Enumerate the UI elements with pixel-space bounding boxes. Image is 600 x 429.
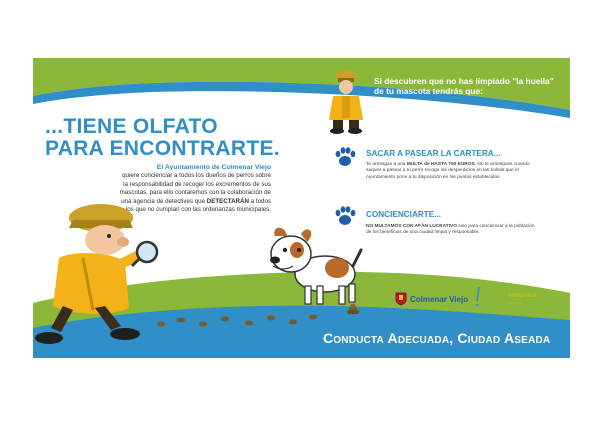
section-text-post: No te arriesgues cuando saques a pasear a tu perro recoge los desperdicios en las bolsas que el Ayuntamiento pone a tu disposición en los puntos establecidos. <box>366 162 530 180</box>
partner-logo-sub: servicios <box>508 301 522 305</box>
intro-body2: a todos los que no cumplan con las ordenanzas municipales. <box>125 197 271 214</box>
section-text-pre: Te arriesgas a una <box>366 162 406 167</box>
section-text-wallet <box>366 162 541 181</box>
section-title-wallet: SACAR A PASEAR LA CARTERA... <box>366 149 501 158</box>
dog-character <box>261 222 365 312</box>
paw-icon <box>334 146 356 168</box>
headline <box>45 116 280 160</box>
dog-dropping-icon <box>346 302 360 314</box>
campaign-banner <box>33 58 570 358</box>
section-text-bold: MULTA de HASTA 750 EUROS. <box>406 162 477 167</box>
headline-line1: ...TIENE OLFATO <box>45 115 218 138</box>
detective-character <box>33 198 163 348</box>
logo-accent-icon <box>475 287 481 307</box>
headline-line2: PARA ENCONTRARTE. <box>45 137 280 160</box>
section-text-post: sino para concienciar a la población de los beneficios de una ciudad limpia y responsable. <box>366 224 535 236</box>
municipality-logo <box>395 289 468 309</box>
top-caption: Si descubren que no has limpiado "la huella" de tu mascota tendrás que: <box>374 76 554 96</box>
section-text-bold: NO MULTAMOS CON AFÁN LUCRATIVO <box>366 224 457 229</box>
section-title-awareness: CONCIENCIARTE... <box>366 210 442 219</box>
municipality-name: Colmenar Viejo <box>410 294 469 304</box>
crest-icon <box>395 292 407 306</box>
intro-lead: El Ayuntamiento de Colmenar Viejo <box>156 164 271 171</box>
partner-logo: femenera <box>508 292 537 299</box>
intro-body1: quiere concienciar a todos los dueños de perros sobre la responsabilidad de recoger los excrementos de sus mascotas, para ello contaremos con la colaboración de una agencia de detectives que <box>119 172 271 205</box>
section-text-awareness <box>366 224 541 237</box>
detective-character-small <box>325 68 367 134</box>
campaign-slogan: Conducta Adecuada, Ciudad Aseada <box>323 330 551 346</box>
intro-highlight: DETECTARÁN <box>206 197 249 205</box>
